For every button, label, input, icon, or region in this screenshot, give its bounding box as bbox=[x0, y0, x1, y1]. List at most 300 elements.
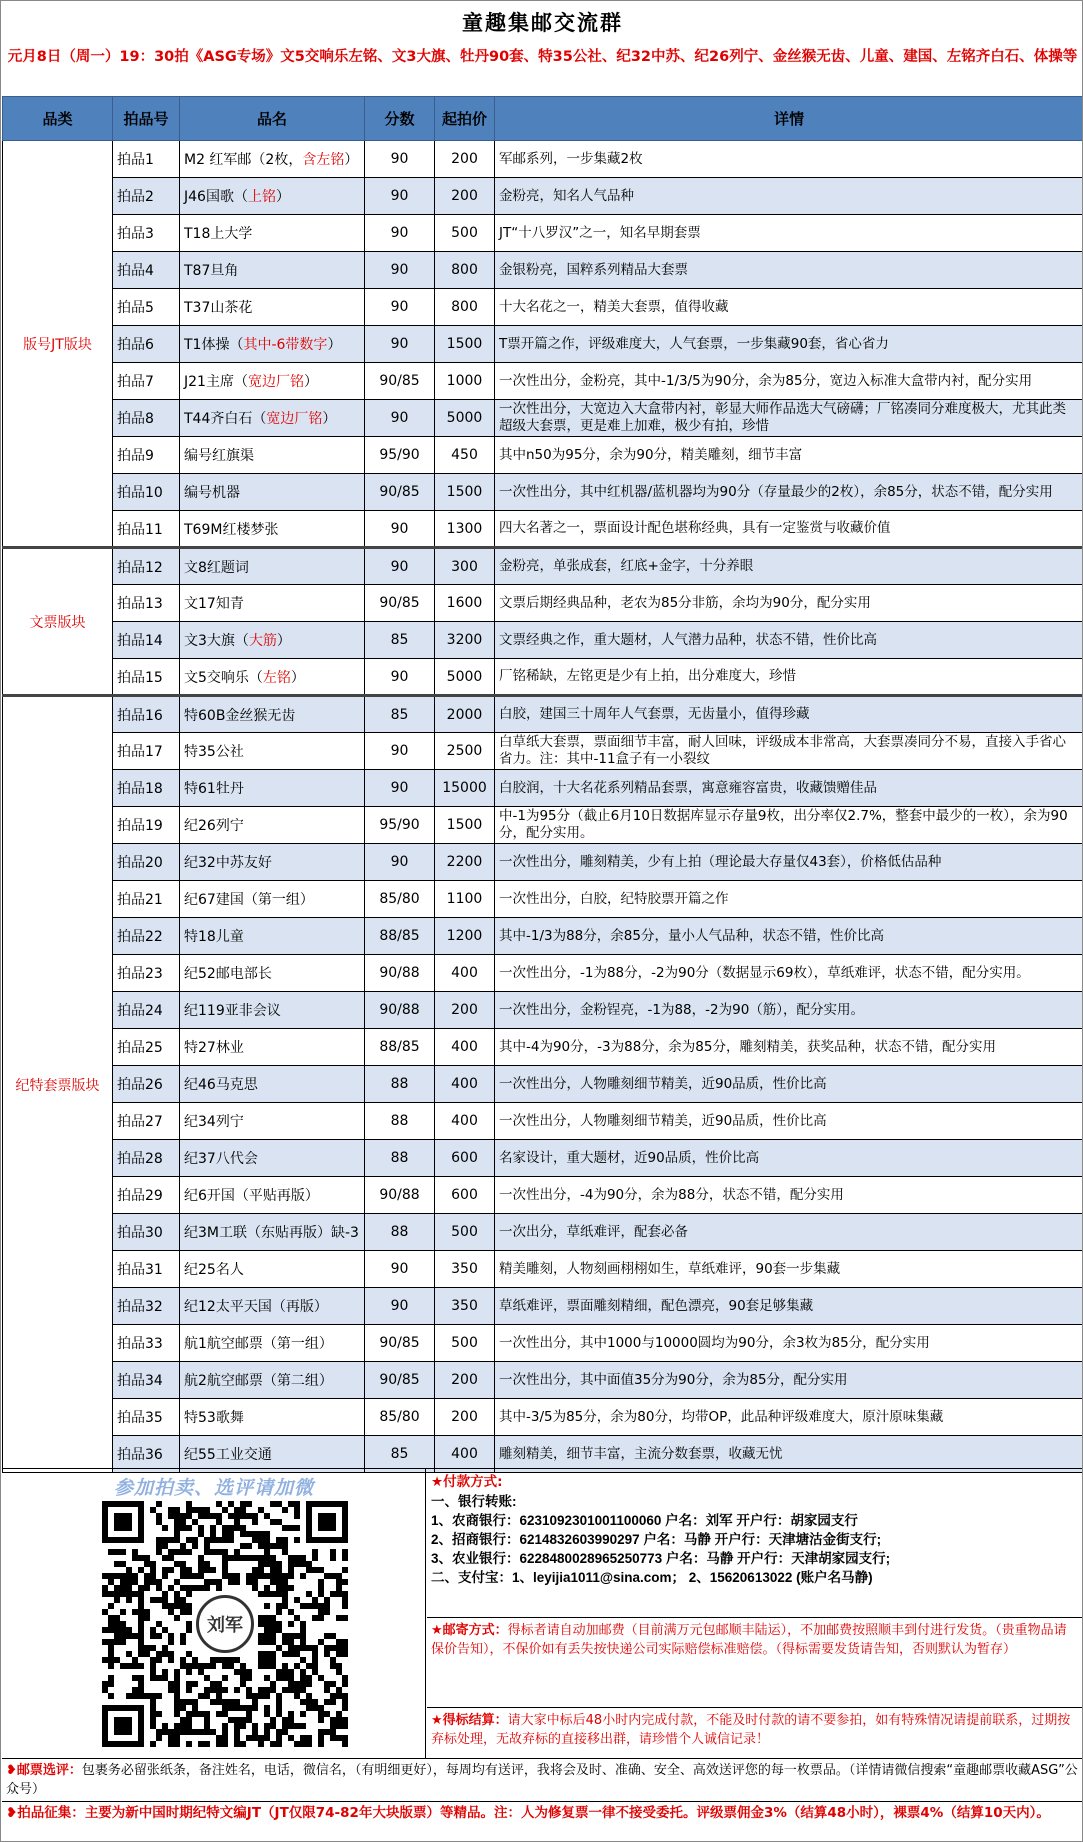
lot-name-text: 特27林业 bbox=[184, 1040, 244, 1056]
bottom-info-panel bbox=[2, 1468, 1083, 1758]
lot-start-price: 400 bbox=[435, 1103, 495, 1140]
lot-detail: 金粉亮，单张成套，红底+金字，十分养眼 bbox=[495, 548, 1083, 585]
lot-name bbox=[180, 437, 365, 474]
lot-start-price: 200 bbox=[435, 1399, 495, 1436]
lot-name bbox=[180, 1214, 365, 1251]
lot-number: 拍品5 bbox=[113, 289, 180, 326]
lot-number: 拍品35 bbox=[113, 1399, 180, 1436]
table-row bbox=[3, 252, 1083, 289]
lot-number: 拍品27 bbox=[113, 1103, 180, 1140]
lot-name-text: 特60B金丝猴无齿 bbox=[184, 707, 296, 724]
lot-start-price: 2500 bbox=[435, 733, 495, 770]
lot-name-text: 文17知青 bbox=[184, 596, 244, 612]
lot-name-text: 文3大旗（ bbox=[184, 633, 249, 649]
lot-detail: 厂铭稀缺，左铭更是少有上拍，出分难度大，珍惜 bbox=[495, 659, 1083, 696]
lot-number: 拍品4 bbox=[113, 252, 180, 289]
lot-start-price: 500 bbox=[435, 1214, 495, 1251]
lot-detail: 中-1为95分（截止6月10日数据库显示存量9枚，出分率仅2.7%，整套中最少的一枚），余为90分，配分实用。 bbox=[495, 807, 1083, 844]
lot-start-price: 400 bbox=[435, 955, 495, 992]
lot-detail: 一次性出分，-4为90分，余为88分，状态不错，配分实用 bbox=[495, 1177, 1083, 1214]
lot-name-tail: ） bbox=[276, 633, 291, 649]
lot-detail: 名家设计，重大题材，近90品质，性价比高 bbox=[495, 1140, 1083, 1177]
header-detail: 详情 bbox=[495, 97, 1083, 141]
lot-start-price: 350 bbox=[435, 1251, 495, 1288]
table-row bbox=[3, 1029, 1083, 1066]
lot-score: 90 bbox=[365, 844, 435, 881]
lot-start-price: 500 bbox=[435, 1325, 495, 1362]
lot-name-text: 纪55工业交通 bbox=[184, 1447, 272, 1463]
table-row bbox=[3, 1140, 1083, 1177]
lot-detail: 文票经典之作，重大题材，人气潜力品种，状态不错，性价比高 bbox=[495, 622, 1083, 659]
lot-name-text: 纪119亚非会议 bbox=[184, 1003, 281, 1019]
table-row bbox=[3, 215, 1083, 252]
lot-name bbox=[180, 1140, 365, 1177]
lot-score: 88 bbox=[365, 1103, 435, 1140]
table-row bbox=[3, 474, 1083, 511]
lot-detail: JT“十八罗汉”之一，知名早期套票 bbox=[495, 215, 1083, 252]
lot-number: 拍品1 bbox=[113, 141, 180, 178]
lot-name-tail: ） bbox=[275, 189, 290, 205]
lot-number: 拍品16 bbox=[113, 696, 180, 733]
lot-number: 拍品36 bbox=[113, 1436, 180, 1473]
lot-number: 拍品19 bbox=[113, 807, 180, 844]
lot-score: 90/85 bbox=[365, 363, 435, 400]
lot-name bbox=[180, 511, 365, 548]
lot-start-price: 5000 bbox=[435, 659, 495, 696]
lot-number: 拍品25 bbox=[113, 1029, 180, 1066]
lot-start-price: 1000 bbox=[435, 363, 495, 400]
lot-score: 90/88 bbox=[365, 992, 435, 1029]
lot-detail: 一次性出分，其中1000与10000圆均为90分，余3枚为85分，配分实用 bbox=[495, 1325, 1083, 1362]
lot-start-price: 1500 bbox=[435, 807, 495, 844]
lot-detail: 其中-3/5为85分，余为80分，均带OP，此品种评级难度大，原汁原味集藏 bbox=[495, 1399, 1083, 1436]
table-row bbox=[3, 1436, 1083, 1473]
lot-number: 拍品6 bbox=[113, 326, 180, 363]
lot-name-text: 纪46马克思 bbox=[184, 1077, 258, 1093]
lot-start-price: 350 bbox=[435, 1288, 495, 1325]
lot-name bbox=[180, 141, 365, 178]
lot-score: 90 bbox=[365, 326, 435, 363]
table-row bbox=[3, 1288, 1083, 1325]
lot-name bbox=[180, 585, 365, 622]
lot-name bbox=[180, 1362, 365, 1399]
lot-name-text: T37山茶花 bbox=[184, 300, 253, 316]
lot-detail: 金粉亮，知名人气品种 bbox=[495, 178, 1083, 215]
table-row bbox=[3, 955, 1083, 992]
lot-name-text: M2 红军邮（2枚， bbox=[184, 152, 303, 168]
table-row bbox=[3, 1325, 1083, 1362]
lot-score: 90/85 bbox=[365, 474, 435, 511]
lot-start-price: 200 bbox=[435, 178, 495, 215]
header-category: 品类 bbox=[3, 97, 113, 141]
lot-number: 拍品2 bbox=[113, 178, 180, 215]
lot-name-tag: 左铭 bbox=[262, 669, 291, 686]
page-subtitle: 元月8日（周一）19：30拍《ASG专场》文5交响乐左铭、文3大旗、牡丹90套、特35公社、纪32中苏、纪26列宁、金丝猴无齿、儿童、建国、左铭齐白石、体操等 bbox=[7, 49, 1078, 65]
lot-name-text: T44齐白石（ bbox=[184, 411, 267, 427]
lot-name-text: J46国歌（ bbox=[184, 189, 248, 205]
lot-number: 拍品32 bbox=[113, 1288, 180, 1325]
lot-name bbox=[180, 1177, 365, 1214]
lot-score: 95/90 bbox=[365, 807, 435, 844]
lot-name-text: 特35公社 bbox=[184, 744, 244, 760]
lot-name bbox=[180, 918, 365, 955]
lot-name bbox=[180, 992, 365, 1029]
lot-score: 88 bbox=[365, 1214, 435, 1251]
lot-name bbox=[180, 1288, 365, 1325]
wechat-qr-code[interactable] bbox=[102, 1501, 348, 1747]
lot-name-text: T69M红楼梦张 bbox=[184, 521, 279, 538]
lot-score: 88/85 bbox=[365, 1029, 435, 1066]
lot-name-tail: ） bbox=[303, 374, 318, 390]
lot-name bbox=[180, 326, 365, 363]
lot-name bbox=[180, 474, 365, 511]
table-row bbox=[3, 659, 1083, 696]
lot-name-tag: 大筋 bbox=[248, 633, 277, 649]
lot-number: 拍品28 bbox=[113, 1140, 180, 1177]
lot-number: 拍品18 bbox=[113, 770, 180, 807]
lot-score: 85 bbox=[365, 696, 435, 733]
lot-name-tail: ） bbox=[290, 669, 305, 686]
lot-start-price: 1200 bbox=[435, 918, 495, 955]
collect-note bbox=[2, 1801, 1083, 1825]
qr-panel bbox=[2, 1469, 426, 1759]
lot-name-tail: ） bbox=[322, 411, 337, 427]
lot-score: 90 bbox=[365, 252, 435, 289]
table-body bbox=[3, 141, 1083, 1473]
lot-detail: 一次性出分，金粉锃亮，-1为88，-2为90（筋），配分实用。 bbox=[495, 992, 1083, 1029]
auction-table bbox=[2, 96, 1083, 1473]
lot-detail: 白胶，建国三十周年人气套票，无齿量小，值得珍藏 bbox=[495, 696, 1083, 733]
lot-start-price: 15000 bbox=[435, 770, 495, 807]
lot-name-text: T87旦角 bbox=[184, 263, 239, 279]
lot-score: 90 bbox=[365, 733, 435, 770]
table-row bbox=[3, 585, 1083, 622]
lot-number: 拍品8 bbox=[113, 400, 180, 437]
bank-line-3: 3、农业银行：6228480028965250773 户名：马静 开户行：天津胡家园支行; bbox=[431, 1551, 891, 1566]
table-row bbox=[3, 807, 1083, 844]
table-row bbox=[3, 437, 1083, 474]
lot-name-text: 纪26列宁 bbox=[184, 818, 244, 834]
table-row bbox=[3, 1214, 1083, 1251]
lot-detail: 一次性出分，其中红机器/蓝机器均为90分（存量最少的2枚），余85分，状态不错，配分实用 bbox=[495, 474, 1083, 511]
lot-start-price: 200 bbox=[435, 1362, 495, 1399]
table-row bbox=[3, 733, 1083, 770]
review-header: ❥邮票选评： bbox=[6, 1763, 82, 1778]
lot-detail: 一次性出分，白胶，纪特胶票开篇之作 bbox=[495, 881, 1083, 918]
lot-number: 拍品11 bbox=[113, 511, 180, 548]
lot-name bbox=[180, 807, 365, 844]
lot-score: 90/88 bbox=[365, 955, 435, 992]
mail-text: 得标者请自动加邮费（目前满万元包邮顺丰陆运），不加邮费按照顺丰到付进行发货。（贵重物品请保价告知），不保价如有丢失按快递公司实际赔偿标准赔偿。（得标需要发货请告知，否则默认为暂存） bbox=[431, 1623, 1067, 1657]
notes-panel bbox=[2, 1758, 1083, 1842]
lot-start-price: 500 bbox=[435, 215, 495, 252]
lot-start-price: 2000 bbox=[435, 696, 495, 733]
lot-name-text: 纪32中苏友好 bbox=[184, 855, 272, 871]
lot-start-price: 1500 bbox=[435, 326, 495, 363]
lot-number: 拍品26 bbox=[113, 1066, 180, 1103]
lot-number: 拍品29 bbox=[113, 1177, 180, 1214]
bank-line-2: 2、招商银行：6214832603990297 户名：马静 开户行：天津塘沽金街支行; bbox=[431, 1532, 882, 1547]
lot-number: 拍品15 bbox=[113, 659, 180, 696]
lot-start-price: 600 bbox=[435, 1140, 495, 1177]
lot-start-price: 1600 bbox=[435, 585, 495, 622]
lot-name-text: 特61牡丹 bbox=[184, 781, 244, 797]
mail-section bbox=[427, 1617, 1083, 1707]
payment-info bbox=[427, 1469, 1083, 1759]
lot-name-tag: 宽边厂铭 bbox=[247, 374, 304, 390]
lot-detail: 军邮系列，一步集藏2枚 bbox=[495, 141, 1083, 178]
lot-name-text: 纪6开国（平贴再版） bbox=[184, 1188, 319, 1204]
lot-name-text: 纪67建国（第一组） bbox=[184, 892, 314, 908]
lot-name bbox=[180, 844, 365, 881]
table-row bbox=[3, 400, 1083, 437]
lot-start-price: 200 bbox=[435, 992, 495, 1029]
alipay-line: 二、支付宝：1、leyijia1011@sina.com； 2、15620613022 (账户名马静) bbox=[431, 1570, 873, 1585]
payment-header: ★付款方式: bbox=[431, 1474, 503, 1490]
table-row bbox=[3, 622, 1083, 659]
bank-line-1: 1、农商银行：6231092301001100060 户名：刘军 开户行：胡家园支行 bbox=[431, 1513, 858, 1528]
lot-score: 90 bbox=[365, 215, 435, 252]
lot-detail: 白胶润，十大名花系列精品套票，寓意雍容富贵，收藏馈赠佳品 bbox=[495, 770, 1083, 807]
lot-score: 90/85 bbox=[365, 1325, 435, 1362]
lot-start-price: 400 bbox=[435, 1029, 495, 1066]
category-cell: 版号JT版块 bbox=[3, 141, 113, 548]
lot-number: 拍品10 bbox=[113, 474, 180, 511]
lot-detail: 金银粉亮，国粹系列精品大套票 bbox=[495, 252, 1083, 289]
lot-detail: 一次性出分，雕刻精美，少有上拍（理论最大存量仅43套），价格低估品种 bbox=[495, 844, 1083, 881]
lot-name bbox=[180, 252, 365, 289]
lot-number: 拍品22 bbox=[113, 918, 180, 955]
lot-name-text: 航2航空邮票（第二组） bbox=[184, 1373, 333, 1389]
lot-name bbox=[180, 215, 365, 252]
table-row bbox=[3, 1066, 1083, 1103]
lot-detail: 一次出分，草纸难评，配套必备 bbox=[495, 1214, 1083, 1251]
lot-number: 拍品14 bbox=[113, 622, 180, 659]
lot-score: 95/90 bbox=[365, 437, 435, 474]
table-row bbox=[3, 363, 1083, 400]
lot-score: 85/80 bbox=[365, 1399, 435, 1436]
table-row bbox=[3, 511, 1083, 548]
lot-start-price: 2200 bbox=[435, 844, 495, 881]
lot-number: 拍品17 bbox=[113, 733, 180, 770]
lot-detail: 雕刻精美，细节丰富，主流分数套票，收藏无忧 bbox=[495, 1436, 1083, 1473]
lot-start-price: 400 bbox=[435, 1066, 495, 1103]
header-score: 分数 bbox=[365, 97, 435, 141]
category-cell: 纪特套票版块 bbox=[3, 696, 113, 1473]
lot-detail: 其中-4为90分，-3为88分，余为85分，雕刻精美，获奖品种，状态不错，配分实用 bbox=[495, 1029, 1083, 1066]
header-start-price: 起拍价 bbox=[435, 97, 495, 141]
lot-name-text: 特53歌舞 bbox=[184, 1410, 244, 1426]
lot-start-price: 400 bbox=[435, 1436, 495, 1473]
lot-number: 拍品21 bbox=[113, 881, 180, 918]
lot-number: 拍品33 bbox=[113, 1325, 180, 1362]
lot-name-text: 编号机器 bbox=[184, 485, 240, 501]
review-note bbox=[6, 1761, 1078, 1799]
lot-name bbox=[180, 178, 365, 215]
review-text: 包裹务必留张纸条，备注姓名，电话，微信名，（有明细更好），每周均有送评，我将会及时、准确、安全、高效送评您的每一枚票品。（详情请微信搜索“童趣邮票收藏ASG”公众号） bbox=[6, 1763, 1078, 1797]
lot-name-tag: 含左铭 bbox=[302, 152, 345, 168]
table-row bbox=[3, 178, 1083, 215]
lot-detail: 四大名著之一，票面设计配色堪称经典，具有一定鉴赏与收藏价值 bbox=[495, 511, 1083, 548]
lot-number: 拍品31 bbox=[113, 1251, 180, 1288]
settle-header: ★得标结算： bbox=[431, 1713, 508, 1728]
lot-name bbox=[180, 1399, 365, 1436]
table-row bbox=[3, 548, 1083, 585]
lot-score: 88 bbox=[365, 1066, 435, 1103]
lot-number: 拍品24 bbox=[113, 992, 180, 1029]
lot-name-text: T1体操（ bbox=[184, 337, 244, 353]
lot-name-text: 纪25名人 bbox=[184, 1262, 244, 1278]
lot-name bbox=[180, 548, 365, 585]
lot-score: 90 bbox=[365, 548, 435, 585]
lot-name-tag: 其中-6带数字 bbox=[243, 337, 328, 353]
lot-name bbox=[180, 955, 365, 992]
lot-score: 85 bbox=[365, 622, 435, 659]
lot-name bbox=[180, 363, 365, 400]
lot-start-price: 450 bbox=[435, 437, 495, 474]
collect-header: ❥拍品征集： bbox=[6, 1805, 85, 1821]
collect-text: 主要为新中国时期纪特文编JT（JT仅限74-82年大块版票）等精品。注：人为修复票一律不接受委托。评级票佣金3%（结算48小时），裸票4%（结算10天内）。 bbox=[84, 1805, 1050, 1821]
header-lot-no: 拍品号 bbox=[113, 97, 180, 141]
lot-detail: T票开篇之作，评级难度大，人气套票，一步集藏90套，省心省力 bbox=[495, 326, 1083, 363]
table-row bbox=[3, 881, 1083, 918]
lot-name-tag: 上铭 bbox=[247, 189, 276, 205]
lot-score: 90 bbox=[365, 659, 435, 696]
lot-detail: 文票后期经典品种，老农为85分非筋，余均为90分，配分实用 bbox=[495, 585, 1083, 622]
lot-number: 拍品7 bbox=[113, 363, 180, 400]
lot-name-text: 纪37八代会 bbox=[184, 1151, 258, 1167]
lot-name-text: 文5交响乐（ bbox=[184, 669, 263, 686]
lot-detail: 一次性出分，人物雕刻细节精美，近90品质，性价比高 bbox=[495, 1103, 1083, 1140]
lot-score: 90 bbox=[365, 178, 435, 215]
lot-score: 90 bbox=[365, 400, 435, 437]
lot-name-text: T18上大学 bbox=[184, 226, 253, 242]
table-row bbox=[3, 1177, 1083, 1214]
lot-name bbox=[180, 622, 365, 659]
lot-name bbox=[180, 1103, 365, 1140]
lot-name bbox=[180, 1325, 365, 1362]
lot-name bbox=[180, 1029, 365, 1066]
lot-name bbox=[180, 696, 365, 733]
table-row bbox=[3, 1362, 1083, 1399]
table-row bbox=[3, 696, 1083, 733]
lot-name bbox=[180, 400, 365, 437]
mail-header: ★邮寄方式： bbox=[431, 1623, 508, 1638]
lot-detail: 一次性出分，金粉亮，其中-1/3/5为90分，余为85分，宽边入标准大盒带内衬，配分实用 bbox=[495, 363, 1083, 400]
lot-name-text: J21主席（ bbox=[184, 374, 248, 390]
lot-detail: 一次性出分，其中面值35分为90分，余为85分，配分实用 bbox=[495, 1362, 1083, 1399]
lot-name-tail: ） bbox=[344, 152, 359, 168]
lot-name-tail: ） bbox=[327, 337, 342, 353]
lot-score: 88 bbox=[365, 1140, 435, 1177]
lot-detail: 十大名花之一，精美大套票，值得收藏 bbox=[495, 289, 1083, 326]
settle-section bbox=[427, 1707, 1083, 1759]
lot-detail: 其中-1/3为88分，余85分，量小人气品种，状态不错，性价比高 bbox=[495, 918, 1083, 955]
lot-name bbox=[180, 770, 365, 807]
table-row bbox=[3, 844, 1083, 881]
table-row bbox=[3, 1251, 1083, 1288]
lot-number: 拍品20 bbox=[113, 844, 180, 881]
lot-name bbox=[180, 659, 365, 696]
table-row bbox=[3, 141, 1083, 178]
table-row bbox=[3, 770, 1083, 807]
lot-score: 90 bbox=[365, 1288, 435, 1325]
lot-name bbox=[180, 1251, 365, 1288]
lot-name-text: 特18儿童 bbox=[184, 929, 244, 945]
lot-name-text: 纪52邮电部长 bbox=[184, 966, 272, 982]
lot-number: 拍品23 bbox=[113, 955, 180, 992]
table-row bbox=[3, 1103, 1083, 1140]
table-header-row bbox=[3, 97, 1083, 141]
lot-start-price: 800 bbox=[435, 289, 495, 326]
lot-detail: 一次性出分，-1为88分，-2为90分（数据显示69枚），草纸难评，状态不错，配分实用。 bbox=[495, 955, 1083, 992]
payment-section bbox=[431, 1473, 1079, 1587]
lot-number: 拍品9 bbox=[113, 437, 180, 474]
lot-detail: 其中n50为95分，余为90分，精美雕刻，细节丰富 bbox=[495, 437, 1083, 474]
lot-detail: 一次性出分，大宽边入大盒带内衬，彰显大师作品选大气磅礴；厂铭凑同分难度极大，尤其此类超级大套票，更是难上加难，极少有拍，珍惜 bbox=[495, 400, 1083, 437]
lot-name bbox=[180, 733, 365, 770]
lot-detail: 精美雕刻，人物刻画栩栩如生，草纸难评，90套一步集藏 bbox=[495, 1251, 1083, 1288]
lot-start-price: 600 bbox=[435, 1177, 495, 1214]
lot-score: 90/88 bbox=[365, 1177, 435, 1214]
lot-start-price: 3200 bbox=[435, 622, 495, 659]
lot-name bbox=[180, 1436, 365, 1473]
table-row bbox=[3, 992, 1083, 1029]
lot-name bbox=[180, 289, 365, 326]
lot-number: 拍品34 bbox=[113, 1362, 180, 1399]
lot-name-text: 航1航空邮票（第一组） bbox=[184, 1336, 333, 1352]
lot-start-price: 800 bbox=[435, 252, 495, 289]
lot-name-text: 编号红旗渠 bbox=[184, 448, 254, 464]
lot-score: 90 bbox=[365, 1251, 435, 1288]
lot-score: 85/80 bbox=[365, 881, 435, 918]
page-title: 童趣集邮交流群 bbox=[462, 11, 623, 35]
lot-score: 90 bbox=[365, 770, 435, 807]
lot-name-text: 纪34列宁 bbox=[184, 1114, 244, 1130]
lot-name-text: 纪3M工联（东贴再版）缺-3 bbox=[184, 1225, 359, 1241]
lot-number: 拍品13 bbox=[113, 585, 180, 622]
lot-detail: 一次性出分，人物雕刻细节精美，近90品质，性价比高 bbox=[495, 1066, 1083, 1103]
qr-logo: 刘军 bbox=[196, 1595, 254, 1653]
category-cell: 文票版块 bbox=[3, 548, 113, 696]
lot-name bbox=[180, 881, 365, 918]
lot-start-price: 5000 bbox=[435, 400, 495, 437]
lot-score: 90/85 bbox=[365, 1362, 435, 1399]
lot-detail: 白草纸大套票，票面细节丰富，耐人回味，评级成本非常高，大套票凑同分不易，直接入手省心省力。注：其中-11盒子有一小裂纹 bbox=[495, 733, 1083, 770]
lot-detail: 草纸难评，票面雕刻精细，配色漂亮，90套足够集藏 bbox=[495, 1288, 1083, 1325]
lot-score: 90/85 bbox=[365, 585, 435, 622]
lot-name-text: 文8红题词 bbox=[184, 559, 249, 576]
lot-score: 88/85 bbox=[365, 918, 435, 955]
table-row bbox=[3, 918, 1083, 955]
lot-name-tag: 宽边厂铭 bbox=[266, 411, 323, 427]
lot-start-price: 1500 bbox=[435, 474, 495, 511]
settle-text: 请大家中标后48小时内完成付款，不能及时付款的请不要参拍，如有特殊情况请提前联系，过期按弃标处理，无故弃标的直接移出群，请珍惜个人诚信记录！ bbox=[431, 1713, 1071, 1747]
lot-start-price: 1100 bbox=[435, 881, 495, 918]
lot-number: 拍品30 bbox=[113, 1214, 180, 1251]
table-row bbox=[3, 289, 1083, 326]
lot-number: 拍品12 bbox=[113, 548, 180, 585]
lot-score: 90 bbox=[365, 141, 435, 178]
qr-caption: 参加拍卖、选评请加微 bbox=[113, 1477, 314, 1499]
lot-score: 85 bbox=[365, 1436, 435, 1473]
lot-name bbox=[180, 1066, 365, 1103]
header-name: 品名 bbox=[180, 97, 365, 141]
lot-name-text: 纪12太平天国（再版） bbox=[184, 1299, 328, 1315]
table-row bbox=[3, 1399, 1083, 1436]
lot-start-price: 1300 bbox=[435, 511, 495, 548]
lot-start-price: 200 bbox=[435, 141, 495, 178]
